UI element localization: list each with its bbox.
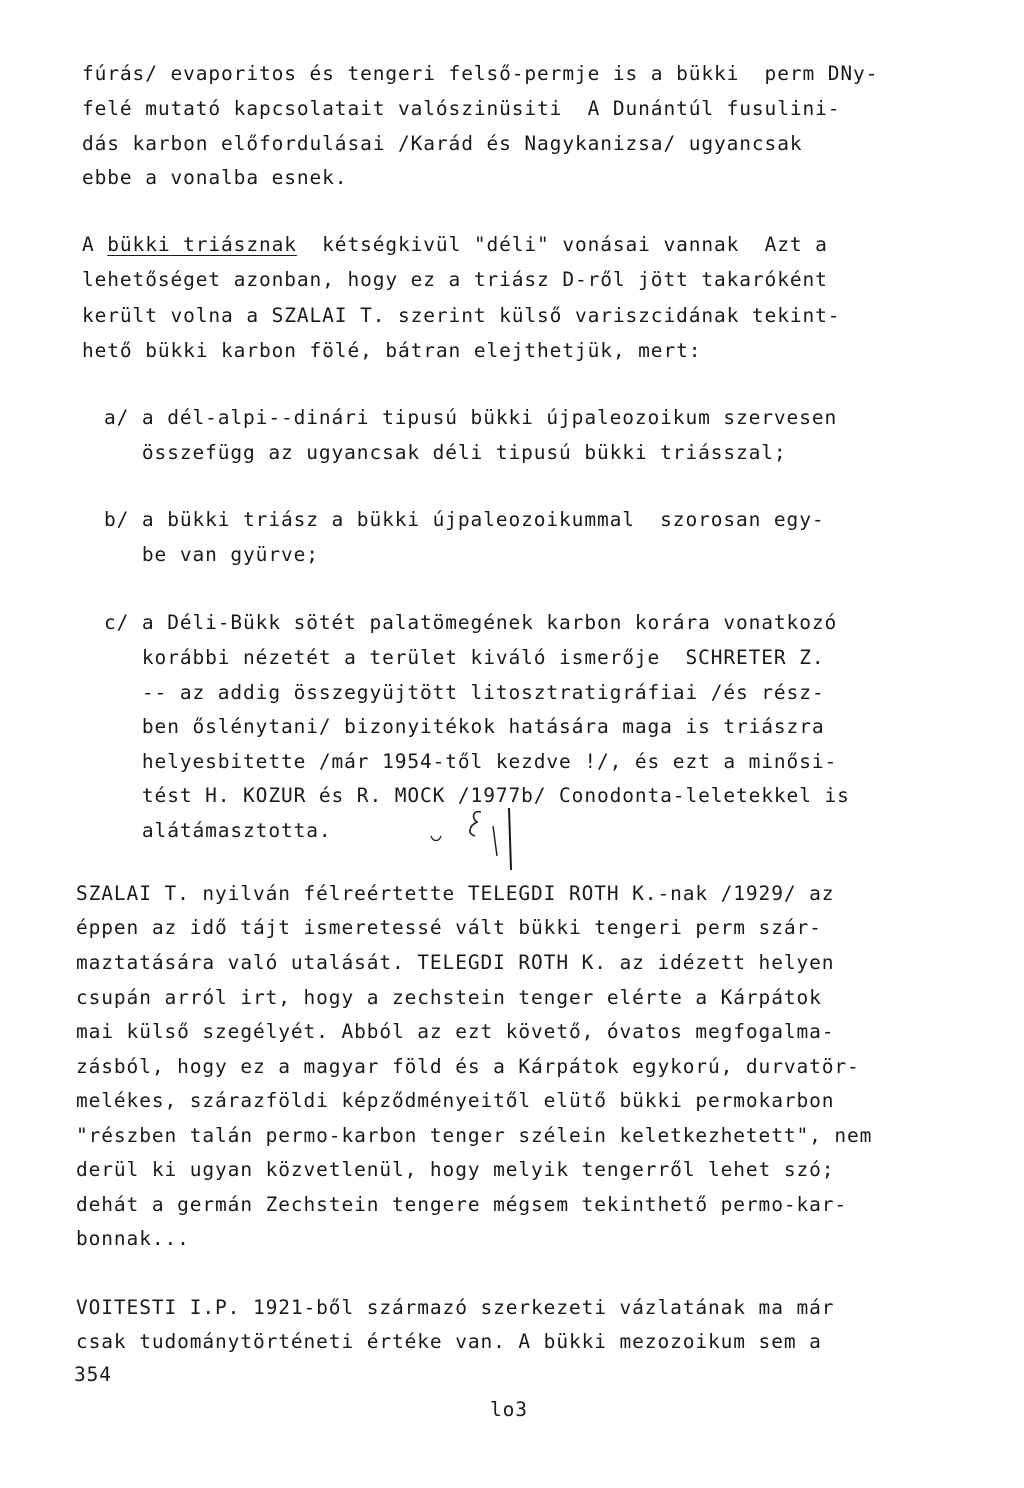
para3-line-8: "részben talán permo-karbon tenger szélein keletkezhetett", nem — [76, 1124, 873, 1147]
underlined-term: bükki triásznak — [107, 233, 297, 256]
para3-line-2: éppen az idő tájt ismeretessé vált bükki tengeri perm szár- — [76, 916, 822, 939]
para1-line-2: felé mutató kapcsolatait valószinüsiti A Dunántúl fusulini- — [82, 97, 841, 120]
item-c-line-6: tést H. KOZUR és R. MOCK /1977b/ Conodonta-leletekkel is — [104, 784, 850, 807]
para3-line-7: melékes, szárazföldi képződményeitől elütő bükki permokarbon — [76, 1089, 835, 1112]
page-number: lo3 — [490, 1398, 528, 1421]
item-c-line-4: ben őslénytani/ bizonyitékok hatására maga is triászra — [104, 715, 825, 738]
para4-line-2: csak tudománytörténeti értéke van. A bükki mezozoikum sem a — [76, 1330, 822, 1353]
item-c-line-3: -- az addig összegyüjtött litosztratigráfiai /és rész- — [104, 681, 825, 704]
para2-line-1 — [82, 233, 828, 257]
item-b-line-1: b/ a bükki triász a bükki újpaleozoikummal szorosan egy- — [104, 508, 825, 531]
item-b-line-2: be van gyürve; — [104, 543, 319, 566]
para3-line-11: bonnak... — [76, 1227, 190, 1250]
para2-line-4: hető bükki karbon fölé, bátran elejthetjük, mert: — [82, 339, 702, 362]
para3-line-5: mai külső szegélyét. Abból az ezt követő, óvatos megfogalma- — [76, 1020, 835, 1043]
item-c-line-5: helyesbitette /már 1954-től kezdve !/, és ezt a minősi- — [104, 750, 838, 773]
para3-line-10: dehát a germán Zechstein tengere mégsem tekinthető permo-kar- — [76, 1193, 848, 1216]
para3-line-4: csupán arról irt, hogy a zechstein tenger elérte a Kárpátok — [76, 986, 822, 1009]
para4-line-1: VOITESTI I.P. 1921-ből származó szerkezeti vázlatának ma már — [76, 1296, 835, 1319]
para2-line-3: került volna a SZALAI T. szerint külső variszcidának tekint- — [82, 304, 841, 327]
para3-line-3: maztatására való utalását. TELEGDI ROTH K. az idézett helyen — [76, 951, 835, 974]
handwritten-mark — [425, 806, 535, 876]
item-c-line-7: alátámasztotta. — [104, 819, 332, 842]
para3-line-6: zásból, hogy ez a magyar föld és a Kárpátok egykorú, durvatör- — [76, 1055, 860, 1078]
para3-line-1: SZALAI T. nyilván félreértette TELEGDI ROTH K.-nak /1929/ az — [76, 882, 835, 905]
item-a-line-2: összefügg az ugyancsak déli tipusú bükki triásszal; — [104, 441, 787, 464]
para2-line-1-start: A — [82, 233, 108, 256]
para1-line-3: dás karbon előfordulásai /Karád és Nagykanizsa/ ugyancsak — [82, 132, 803, 155]
para3-line-9: derül ki ugyan közvetlenül, hogy melyik tengerről lehet szó; — [76, 1158, 835, 1181]
para2-line-2: lehetőséget azonban, hogy ez a triász D-ről jött takaróként — [82, 268, 828, 291]
para2-line-1-end: kétségkivül "déli" vonásai vannak Azt a — [296, 233, 828, 256]
para1-line-4: ebbe a vonalba esnek. — [82, 166, 348, 189]
item-c-line-2: korábbi nézetét a terület kiváló ismerője SCHRETER Z. — [104, 646, 825, 669]
item-a-line-1: a/ a dél-alpi--dinári tipusú bükki újpaleozoikum szervesen — [104, 406, 838, 429]
item-c-line-1: c/ a Déli-Bükk sötét palatömegének karbon korára vonatkozó — [104, 611, 838, 634]
para1-line-1: fúrás/ evaporitos és tengeri felső-permje is a bükki perm DNy- — [82, 62, 879, 85]
page-reference: 354 — [74, 1363, 112, 1386]
